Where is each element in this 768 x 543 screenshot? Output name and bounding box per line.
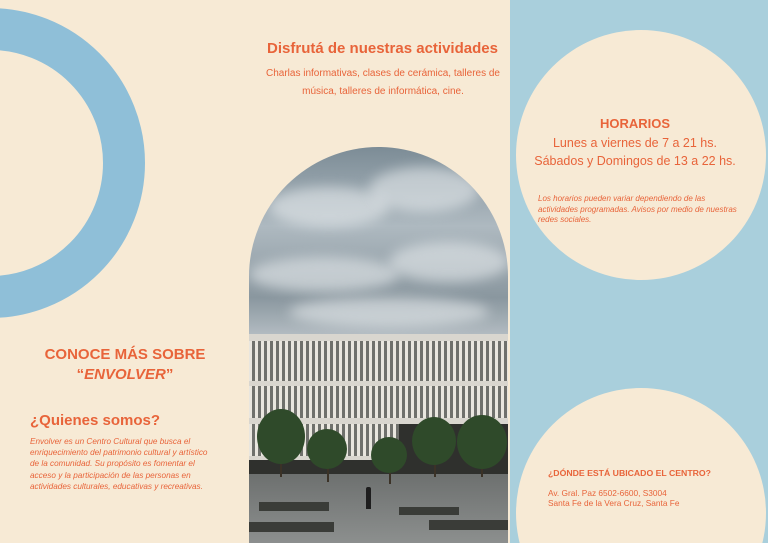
conoce-line1: CONOCE MÁS SOBRE xyxy=(44,346,206,363)
conoce-line2 xyxy=(20,365,230,385)
quienes-body: Envolver es un Centro Cultural que busca el enriquecimiento del patrimonio cultural y artístico de la comunidad. Su propósito es fomentar el acceso y la participación de las personas en actividades culturales, educativas y recreativas. xyxy=(30,437,208,491)
conoce-heading xyxy=(20,345,230,385)
horarios-weekdays: Lunes a viernes de 7 a 21 hs. xyxy=(552,136,717,150)
actividades-body: Charlas informativas, clases de cerámica, talleres de música, talleres de informática, cine. xyxy=(266,68,500,97)
ubicacion-circle xyxy=(516,388,766,543)
right-panel xyxy=(510,0,768,543)
ubicacion-title: ¿DÓNDE ESTÁ UBICADO EL CENTRO? xyxy=(548,468,711,478)
decorative-ring xyxy=(0,8,145,318)
actividades-title: Disfrutá de nuestras actividades xyxy=(267,40,498,57)
address-line1: Av. Gral. Paz 6502-6600, S3004 xyxy=(548,488,667,498)
address-line2: Santa Fe de la Vera Cruz, Santa Fe xyxy=(548,498,680,508)
horarios-note: Los horarios pueden variar dependiendo de las actividades programadas. Avisos por medio de nuestras redes sociales. xyxy=(538,194,737,224)
horarios-title: HORARIOS xyxy=(599,116,671,131)
building-photo xyxy=(249,147,508,543)
close-quote: ” xyxy=(165,366,174,383)
open-quote: “ xyxy=(76,366,85,383)
envolver-name: ENVOLVER xyxy=(84,366,166,383)
horarios-weekends: Sábados y Domingos de 13 a 22 hs. xyxy=(534,154,736,168)
quienes-title: ¿Quienes somos? xyxy=(30,412,161,429)
person-figure xyxy=(366,487,371,509)
